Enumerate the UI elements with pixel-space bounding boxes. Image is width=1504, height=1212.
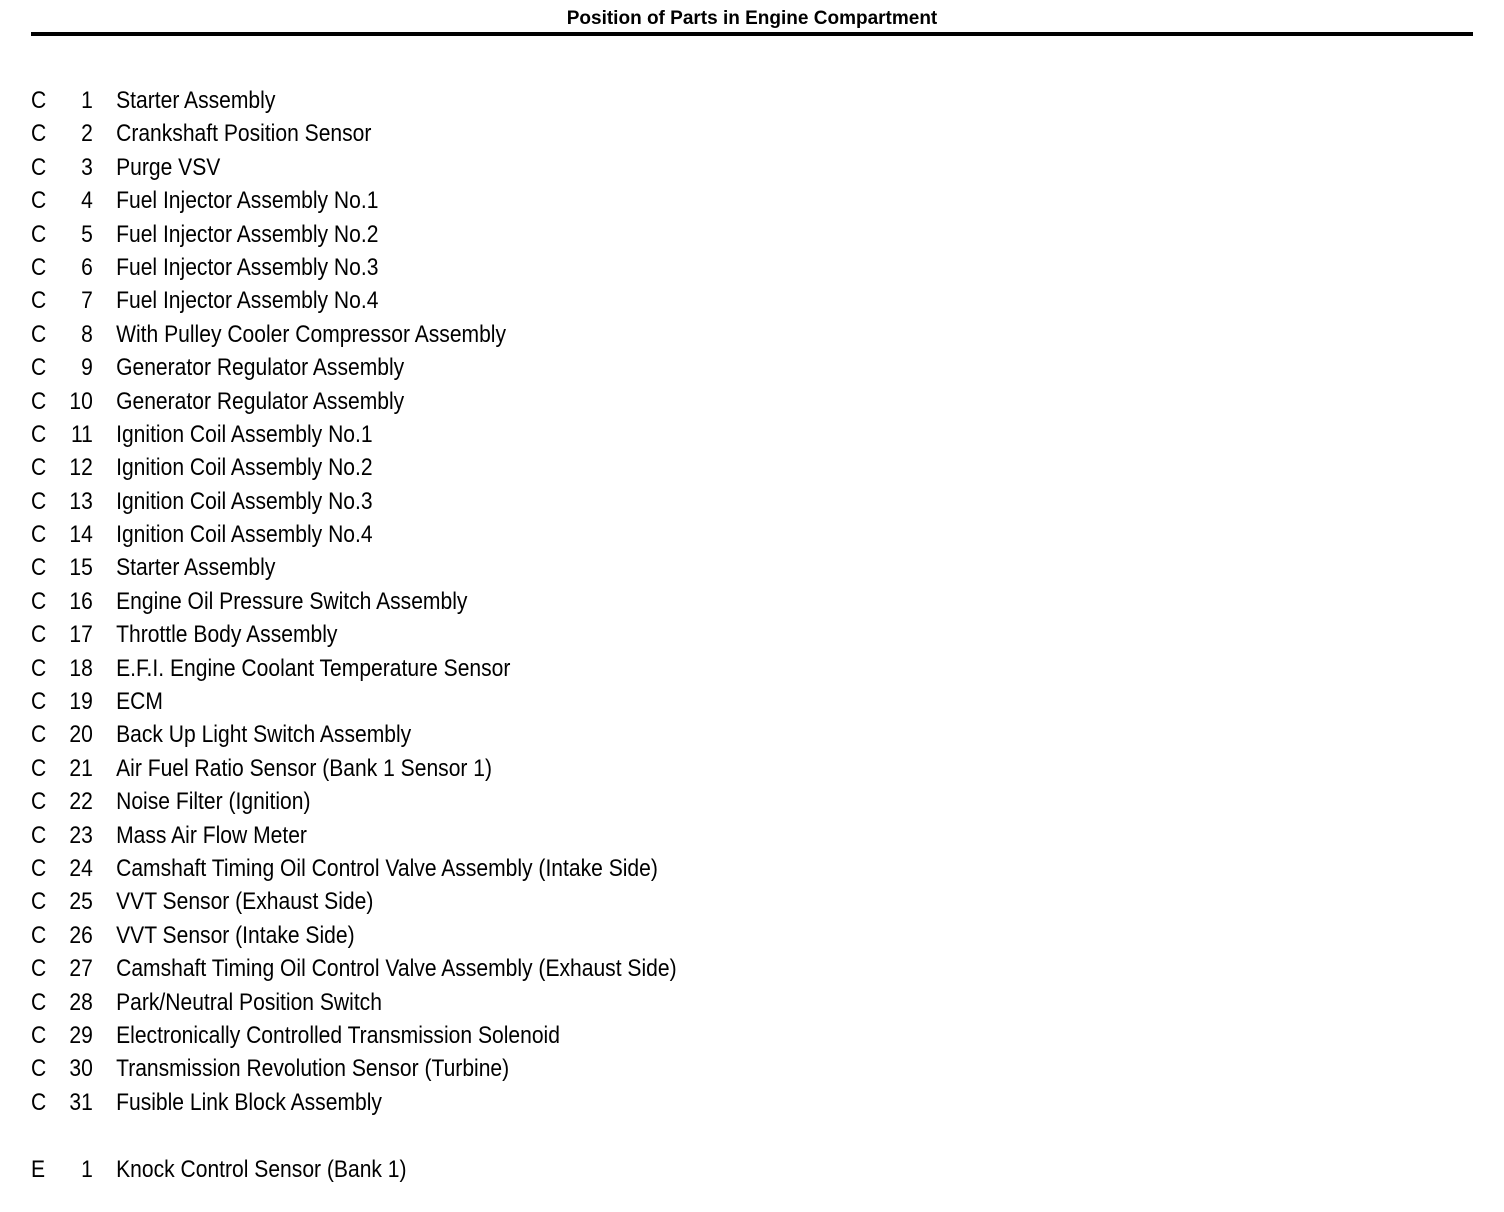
part-name: Ignition Coil Assembly No.1: [116, 420, 373, 448]
part-number: 29: [69, 1021, 93, 1049]
part-row: [0, 1052, 1293, 1085]
part-name: Camshaft Timing Oil Control Valve Assembly (Intake Side): [116, 854, 658, 882]
part-name: Knock Control Sensor (Bank 1): [116, 1155, 407, 1183]
part-connector-code: C: [30, 454, 47, 482]
part-row: [0, 952, 1293, 985]
part-connector-code: C: [30, 320, 47, 348]
part-row: [0, 652, 1293, 685]
part-number: 13: [69, 487, 93, 515]
part-connector-code: C: [30, 287, 47, 315]
part-connector-code: C: [30, 654, 47, 682]
part-row: [0, 251, 1293, 284]
part-number: 26: [69, 921, 93, 949]
part-name: Fuel Injector Assembly No.2: [116, 220, 379, 248]
part-name: VVT Sensor (Intake Side): [116, 921, 355, 949]
part-row: [0, 986, 1293, 1019]
part-name: Throttle Body Assembly: [116, 621, 338, 649]
part-connector-code: C: [30, 988, 47, 1016]
part-connector-code: C: [30, 420, 47, 448]
part-number: 16: [69, 587, 93, 615]
part-connector-code: C: [30, 688, 47, 716]
part-connector-code: C: [30, 854, 47, 882]
part-number: 28: [69, 988, 93, 1016]
part-name: Camshaft Timing Oil Control Valve Assembly (Exhaust Side): [116, 955, 677, 983]
part-name: Mass Air Flow Meter: [116, 821, 307, 849]
part-row: [0, 318, 1293, 351]
part-row: [0, 1153, 1293, 1186]
part-connector-code: C: [30, 955, 47, 983]
part-row: [0, 618, 1293, 651]
page-title: Position of Parts in Engine Compartment: [566, 8, 938, 29]
part-number: 10: [69, 387, 93, 415]
part-number: 20: [69, 721, 93, 749]
part-number: 22: [69, 788, 93, 816]
part-number: 7: [81, 287, 93, 315]
part-number: 5: [81, 220, 93, 248]
part-connector-code: E: [30, 1155, 46, 1183]
part-connector-code: C: [30, 487, 47, 515]
part-name: Generator Regulator Assembly: [116, 354, 405, 382]
parts-list: [0, 84, 1293, 1186]
part-connector-code: C: [30, 1021, 47, 1049]
part-connector-code: C: [30, 821, 47, 849]
part-name: Engine Oil Pressure Switch Assembly: [116, 587, 468, 615]
part-row: [0, 718, 1293, 751]
part-row: [0, 1086, 1293, 1119]
part-row: [0, 151, 1293, 184]
part-connector-code: C: [30, 621, 47, 649]
part-name: Crankshaft Position Sensor: [116, 120, 372, 148]
part-row: [0, 418, 1293, 451]
part-connector-code: C: [30, 220, 47, 248]
part-connector-code: C: [30, 354, 47, 382]
part-name: Park/Neutral Position Switch: [116, 988, 382, 1016]
part-number: 1: [81, 1155, 93, 1183]
part-name: Fusible Link Block Assembly: [116, 1088, 382, 1116]
part-name: Starter Assembly: [116, 554, 276, 582]
part-row: [0, 752, 1293, 785]
part-name: Air Fuel Ratio Sensor (Bank 1 Sensor 1): [116, 754, 493, 782]
part-number: 4: [81, 187, 93, 215]
part-row: [0, 885, 1293, 918]
part-connector-code: C: [30, 387, 47, 415]
part-connector-code: C: [30, 921, 47, 949]
part-row: [0, 184, 1293, 217]
part-number: 19: [69, 688, 93, 716]
part-name: Fuel Injector Assembly No.3: [116, 253, 379, 281]
part-name: VVT Sensor (Exhaust Side): [116, 888, 374, 916]
part-number: 17: [69, 621, 93, 649]
part-number: 2: [81, 120, 93, 148]
title-underline: [31, 32, 1473, 36]
part-row: [0, 84, 1293, 117]
part-row: [0, 819, 1293, 852]
part-connector-code: C: [30, 888, 47, 916]
part-number: 8: [81, 320, 93, 348]
part-connector-code: C: [30, 521, 47, 549]
parts-group: [0, 1153, 1293, 1186]
part-number: 15: [69, 554, 93, 582]
part-name: Electronically Controlled Transmission Solenoid: [116, 1021, 560, 1049]
part-number: 21: [69, 754, 93, 782]
part-row: [0, 284, 1293, 317]
part-number: 3: [81, 153, 93, 181]
part-connector-code: C: [30, 788, 47, 816]
part-connector-code: C: [30, 153, 47, 181]
part-number: 11: [71, 420, 93, 448]
part-name: Ignition Coil Assembly No.3: [116, 487, 373, 515]
part-row: [0, 385, 1293, 418]
part-name: ECM: [116, 688, 163, 716]
part-number: 23: [69, 821, 93, 849]
part-row: [0, 218, 1293, 251]
part-name: Purge VSV: [116, 153, 221, 181]
part-number: 14: [69, 521, 93, 549]
part-number: 25: [69, 888, 93, 916]
part-connector-code: C: [30, 87, 47, 114]
part-name: Generator Regulator Assembly: [116, 387, 405, 415]
part-row: [0, 585, 1293, 618]
part-row: [0, 551, 1293, 584]
part-connector-code: C: [30, 554, 47, 582]
part-connector-code: C: [30, 1088, 47, 1116]
part-name: Transmission Revolution Sensor (Turbine): [116, 1055, 510, 1083]
part-row: [0, 852, 1293, 885]
part-row: [0, 685, 1293, 718]
part-number: 1: [81, 87, 93, 114]
part-number: 31: [69, 1088, 93, 1116]
part-row: [0, 117, 1293, 150]
part-name: Ignition Coil Assembly No.4: [116, 521, 373, 549]
part-connector-code: C: [30, 754, 47, 782]
part-number: 12: [69, 454, 93, 482]
part-number: 18: [69, 654, 93, 682]
part-name: Starter Assembly: [116, 87, 276, 114]
part-connector-code: C: [30, 1055, 47, 1083]
part-row: [0, 919, 1293, 952]
part-row: [0, 351, 1293, 384]
part-number: 9: [81, 354, 93, 382]
part-name: Noise Filter (Ignition): [116, 788, 311, 816]
part-connector-code: C: [30, 120, 47, 148]
part-number: 6: [81, 253, 93, 281]
part-name: With Pulley Cooler Compressor Assembly: [116, 320, 507, 348]
part-row: [0, 1019, 1293, 1052]
part-row: [0, 485, 1293, 518]
part-connector-code: C: [30, 587, 47, 615]
part-row: [0, 785, 1293, 818]
part-name: Back Up Light Switch Assembly: [116, 721, 412, 749]
part-number: 24: [69, 854, 93, 882]
parts-group: [0, 84, 1293, 1119]
part-number: 27: [69, 955, 93, 983]
part-connector-code: C: [30, 187, 47, 215]
part-row: [0, 518, 1293, 551]
part-connector-code: C: [30, 721, 47, 749]
part-connector-code: C: [30, 253, 47, 281]
part-name: Fuel Injector Assembly No.1: [116, 187, 379, 215]
part-name: Fuel Injector Assembly No.4: [116, 287, 379, 315]
part-number: 30: [69, 1055, 93, 1083]
part-name: E.F.I. Engine Coolant Temperature Sensor: [116, 654, 511, 682]
part-name: Ignition Coil Assembly No.2: [116, 454, 373, 482]
part-row: [0, 451, 1293, 484]
